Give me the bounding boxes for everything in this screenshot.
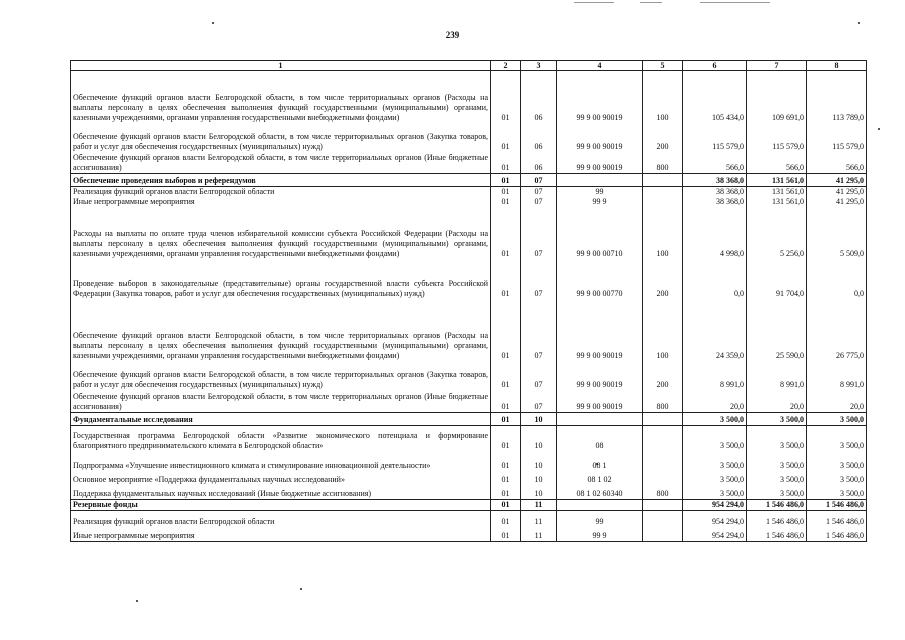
amount-year-3: 41 295,0 [807, 174, 867, 187]
row-description: Обеспечение функций органов власти Белгородской области, в том числе территориальных органов (Закупка товаров, работ и услуг для обеспечения государственных (муниципальных) нужд) [71, 361, 491, 390]
table-body [71, 71, 867, 542]
section-code: 01 [491, 412, 521, 425]
amount-year-1: 3 500,0 [683, 451, 747, 471]
table-row [71, 207, 867, 259]
expense-type-code [643, 412, 683, 425]
column-header: 2 [491, 61, 521, 71]
expense-type-code: 200 [643, 361, 683, 390]
column-header: 6 [683, 61, 747, 71]
scan-artifact-top-line-2 [640, 2, 662, 3]
subsection-code: 11 [521, 510, 557, 527]
section-code: 01 [491, 471, 521, 485]
subsection-code: 07 [521, 259, 557, 299]
row-description: Проведение выборов в законодательные (представительные) органы государственной власти субъекта Российской Федерации (Закупка товаров, работ и услуг для обеспечения государственных (муниципальных) нужд) [71, 259, 491, 299]
table-row [71, 187, 867, 198]
scan-artifact-dot [212, 22, 214, 24]
section-code: 01 [491, 187, 521, 198]
amount-year-3: 566,0 [807, 152, 867, 174]
scan-artifact-top-line-1 [574, 2, 614, 3]
expense-type-code [643, 499, 683, 510]
amount-year-2: 115 579,0 [747, 123, 807, 152]
amount-year-1: 105 434,0 [683, 71, 747, 123]
expense-type-code: 800 [643, 485, 683, 499]
expense-type-code: 100 [643, 71, 683, 123]
subsection-code: 11 [521, 527, 557, 541]
amount-year-3: 113 789,0 [807, 71, 867, 123]
subsection-code: 07 [521, 197, 557, 207]
section-code: 01 [491, 259, 521, 299]
amount-year-1: 954 294,0 [683, 527, 747, 541]
column-header: 8 [807, 61, 867, 71]
amount-year-2: 3 500,0 [747, 485, 807, 499]
target-article-code: 99 9 [557, 527, 643, 541]
target-article-code: 99 9 00 90019 [557, 71, 643, 123]
subsection-code: 11 [521, 499, 557, 510]
amount-year-1: 3 500,0 [683, 425, 747, 451]
row-description: Обеспечение функций органов власти Белгородской области, в том числе территориальных органов (Расходы на выплаты персоналу в целях обеспечения выполнения функций государственными (муниципальными) органами, казенными учреждениями, органами управления государственными внебюджетными фондами) [71, 71, 491, 123]
table-row [71, 71, 867, 123]
subsection-code: 10 [521, 451, 557, 471]
expense-type-code [643, 425, 683, 451]
expense-type-code: 200 [643, 123, 683, 152]
row-description: Подпрограмма «Улучшение инвестиционного климата и стимулирование инновационной деятельности» [71, 451, 491, 471]
amount-year-3: 41 295,0 [807, 197, 867, 207]
target-article-code: 99 9 00 90019 [557, 123, 643, 152]
section-code: 01 [491, 207, 521, 259]
amount-year-3: 0,0 [807, 259, 867, 299]
row-description: Фундаментальные исследования [71, 412, 491, 425]
table-row [71, 412, 867, 425]
amount-year-2: 25 590,0 [747, 299, 807, 361]
amount-year-2: 91 704,0 [747, 259, 807, 299]
section-code: 01 [491, 361, 521, 390]
section-code: 01 [491, 499, 521, 510]
row-description: Обеспечение проведения выборов и референдумов [71, 174, 491, 187]
subsection-code: 07 [521, 299, 557, 361]
target-article-code: 99 9 00 90019 [557, 299, 643, 361]
subsection-code: 07 [521, 174, 557, 187]
table-row [71, 485, 867, 499]
table-row [71, 299, 867, 361]
column-header: 1 [71, 61, 491, 71]
amount-year-1: 3 500,0 [683, 412, 747, 425]
target-article-code: 99 [557, 510, 643, 527]
row-description: Реализация функций органов власти Белгородской области [71, 510, 491, 527]
amount-year-1: 24 359,0 [683, 299, 747, 361]
table-row [71, 361, 867, 390]
amount-year-2: 3 500,0 [747, 412, 807, 425]
amount-year-2: 1 546 486,0 [747, 527, 807, 541]
subsection-code: 07 [521, 361, 557, 390]
section-code: 01 [491, 451, 521, 471]
subsection-code: 10 [521, 471, 557, 485]
amount-year-3: 3 500,0 [807, 412, 867, 425]
amount-year-3: 3 500,0 [807, 485, 867, 499]
subsection-code: 07 [521, 207, 557, 259]
section-code: 01 [491, 174, 521, 187]
amount-year-2: 3 500,0 [747, 471, 807, 485]
column-header: 3 [521, 61, 557, 71]
target-article-code [557, 174, 643, 187]
target-article-code: 08 1 [557, 451, 643, 471]
target-article-code: 99 9 00 00710 [557, 207, 643, 259]
section-code: 01 [491, 510, 521, 527]
page-number: 239 [445, 30, 460, 40]
row-description: Основное мероприятие «Поддержка фундаментальных научных исследований» [71, 471, 491, 485]
subsection-code: 10 [521, 425, 557, 451]
amount-year-3: 1 546 486,0 [807, 499, 867, 510]
table-row [71, 425, 867, 451]
section-code: 01 [491, 485, 521, 499]
amount-year-3: 5 509,0 [807, 207, 867, 259]
target-article-code: 99 9 00 90019 [557, 152, 643, 174]
table-row [71, 471, 867, 485]
amount-year-2: 20,0 [747, 390, 807, 412]
amount-year-1: 954 294,0 [683, 510, 747, 527]
expense-type-code: 200 [643, 259, 683, 299]
amount-year-1: 38 368,0 [683, 197, 747, 207]
amount-year-2: 131 561,0 [747, 197, 807, 207]
expense-type-code [643, 451, 683, 471]
amount-year-1: 115 579,0 [683, 123, 747, 152]
table-row [71, 390, 867, 412]
amount-year-1: 38 368,0 [683, 174, 747, 187]
amount-year-1: 38 368,0 [683, 187, 747, 198]
amount-year-1: 3 500,0 [683, 471, 747, 485]
row-description: Резервные фонды [71, 499, 491, 510]
row-description: Обеспечение функций органов власти Белгородской области, в том числе территориальных органов (Иные бюджетные ассигнования) [71, 152, 491, 174]
amount-year-3: 1 546 486,0 [807, 510, 867, 527]
section-code: 01 [491, 390, 521, 412]
amount-year-3: 8 991,0 [807, 361, 867, 390]
expense-type-code: 100 [643, 207, 683, 259]
amount-year-2: 131 561,0 [747, 174, 807, 187]
target-article-code: 08 [557, 425, 643, 451]
target-article-code: 08 1 02 60340 [557, 485, 643, 499]
target-article-code: 99 9 [557, 197, 643, 207]
amount-year-1: 3 500,0 [683, 485, 747, 499]
subsection-code: 10 [521, 412, 557, 425]
amount-year-3: 3 500,0 [807, 471, 867, 485]
target-article-code: 99 9 00 00770 [557, 259, 643, 299]
amount-year-3: 3 500,0 [807, 451, 867, 471]
expense-type-code: 800 [643, 152, 683, 174]
amount-year-2: 109 691,0 [747, 71, 807, 123]
subsection-code: 07 [521, 187, 557, 198]
table-row [71, 259, 867, 299]
amount-year-2: 8 991,0 [747, 361, 807, 390]
amount-year-1: 8 991,0 [683, 361, 747, 390]
amount-year-3: 3 500,0 [807, 425, 867, 451]
scan-artifact-dot [136, 600, 138, 602]
amount-year-1: 566,0 [683, 152, 747, 174]
table-row [71, 197, 867, 207]
subsection-code: 06 [521, 152, 557, 174]
table-row [71, 451, 867, 471]
expense-type-code: 800 [643, 390, 683, 412]
target-article-code: 99 9 00 90019 [557, 361, 643, 390]
section-code: 01 [491, 425, 521, 451]
expense-type-code: 100 [643, 299, 683, 361]
amount-year-3: 115 579,0 [807, 123, 867, 152]
row-description: Обеспечение функций органов власти Белгородской области, в том числе территориальных органов (Иные бюджетные ассигнования) [71, 390, 491, 412]
row-description: Расходы на выплаты по оплате труда членов избирательной комиссии субъекта Российской Федерации (Расходы на выплаты персоналу в целях обеспечения выполнения функций государственными (муниципальными) органами, казенными учреждениями, органами управления государственными внебюджетными фондами) [71, 207, 491, 259]
amount-year-2: 566,0 [747, 152, 807, 174]
amount-year-1: 20,0 [683, 390, 747, 412]
amount-year-3: 26 775,0 [807, 299, 867, 361]
row-description: Иные непрограммные мероприятия [71, 527, 491, 541]
row-description: Обеспечение функций органов власти Белгородской области, в том числе территориальных органов (Закупка товаров, работ и услуг для обеспечения государственных (муниципальных) нужд) [71, 123, 491, 152]
table-row [71, 152, 867, 174]
subsection-code: 07 [521, 390, 557, 412]
scan-artifact-top-line-3 [700, 2, 770, 3]
scan-artifact-dot [878, 128, 880, 130]
column-header: 7 [747, 61, 807, 71]
table-row [71, 123, 867, 152]
row-description: Иные непрограммные мероприятия [71, 197, 491, 207]
amount-year-3: 41 295,0 [807, 187, 867, 198]
amount-year-1: 954 294,0 [683, 499, 747, 510]
target-article-code [557, 412, 643, 425]
scan-artifact-dot [858, 22, 860, 24]
expense-type-code [643, 197, 683, 207]
amount-year-2: 1 546 486,0 [747, 510, 807, 527]
section-code: 01 [491, 71, 521, 123]
row-description: Обеспечение функций органов власти Белгородской области, в том числе территориальных органов (Расходы на выплаты персоналу в целях обеспечения выполнения функций государственными (муниципальными) органами, казенными учреждениями, органами управления государственными внебюджетными фондами) [71, 299, 491, 361]
target-article-code: 99 [557, 187, 643, 198]
column-header: 5 [643, 61, 683, 71]
target-article-code: 08 1 02 [557, 471, 643, 485]
amount-year-2: 131 561,0 [747, 187, 807, 198]
amount-year-2: 3 500,0 [747, 425, 807, 451]
amount-year-1: 4 998,0 [683, 207, 747, 259]
row-description: Реализация функций органов власти Белгородской области [71, 187, 491, 198]
amount-year-2: 1 546 486,0 [747, 499, 807, 510]
section-code: 01 [491, 527, 521, 541]
subsection-code: 06 [521, 123, 557, 152]
table-row [71, 499, 867, 510]
target-article-code [557, 499, 643, 510]
section-code: 01 [491, 299, 521, 361]
section-code: 01 [491, 152, 521, 174]
row-description: Государственная программа Белгородской области «Развитие экономического потенциала и формирование благоприятного предпринимательского климата в Белгородской области» [71, 425, 491, 451]
section-code: 01 [491, 123, 521, 152]
table-row [71, 527, 867, 541]
target-article-code: 99 9 00 90019 [557, 390, 643, 412]
table-header-row [71, 61, 867, 71]
expense-type-code [643, 471, 683, 485]
budget-table [70, 60, 867, 542]
amount-year-2: 5 256,0 [747, 207, 807, 259]
column-header: 4 [557, 61, 643, 71]
row-description: Поддержка фундаментальных научных исследований (Иные бюджетные ассигнования) [71, 485, 491, 499]
expense-type-code [643, 510, 683, 527]
amount-year-3: 1 546 486,0 [807, 527, 867, 541]
amount-year-1: 0,0 [683, 259, 747, 299]
scan-artifact-dot [300, 588, 302, 590]
subsection-code: 06 [521, 71, 557, 123]
amount-year-3: 20,0 [807, 390, 867, 412]
subsection-code: 10 [521, 485, 557, 499]
table-row [71, 510, 867, 527]
table-row [71, 174, 867, 187]
expense-type-code [643, 174, 683, 187]
amount-year-2: 3 500,0 [747, 451, 807, 471]
expense-type-code [643, 187, 683, 198]
section-code: 01 [491, 197, 521, 207]
expense-type-code [643, 527, 683, 541]
